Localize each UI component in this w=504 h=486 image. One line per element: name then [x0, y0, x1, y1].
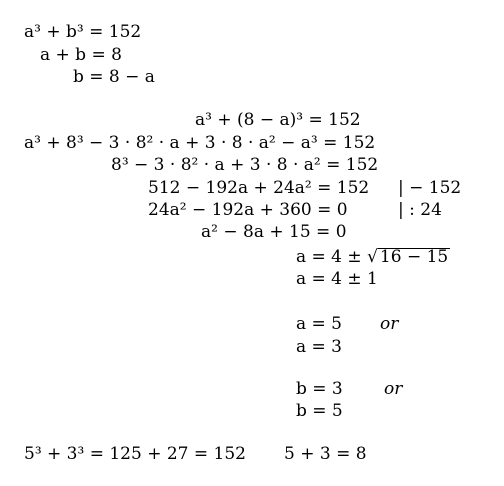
operation-note-subtract: | − 152 — [398, 178, 462, 198]
equation-cubes-sum: a³ + b³ = 152 — [24, 22, 142, 42]
solution-b-second: b = 5 — [296, 401, 343, 421]
formula-prefix: a = 4 ± — [296, 247, 362, 267]
or-label-b: or — [384, 379, 403, 399]
equation-expanded: a³ + 8³ − 3 · 8² · a + 3 · 8 · a² − a³ = 152 — [24, 133, 376, 153]
solution-b-first: b = 3 — [296, 379, 343, 399]
check-sum: 5 + 3 = 8 — [284, 444, 367, 464]
equation-quadratic-unsimplified: 24a² − 192a + 360 = 0 — [148, 200, 348, 220]
equation-plus-minus: a = 4 ± 1 — [296, 269, 378, 289]
or-label-a: or — [380, 314, 399, 334]
equation-cancelled: 8³ − 3 · 8² · a + 3 · 8 · a² = 152 — [111, 155, 379, 175]
equation-numeric: 512 − 192a + 24a² = 152 — [148, 178, 370, 198]
equation-b-in-terms-of-a: b = 8 − a — [73, 67, 155, 87]
check-cubes: 5³ + 3³ = 125 + 27 = 152 — [24, 444, 246, 464]
radicand: 16 − 15 — [379, 247, 449, 267]
solution-a-second: a = 3 — [296, 337, 343, 357]
equation-quadratic: a² − 8a + 15 = 0 — [201, 222, 347, 242]
radical-sign: √ — [367, 247, 378, 267]
operation-note-divide: | : 24 — [398, 200, 442, 220]
square-root — [367, 247, 450, 267]
equation-substitution: a³ + (8 − a)³ = 152 — [195, 110, 361, 130]
equation-sum: a + b = 8 — [40, 45, 122, 65]
equation-quadratic-formula — [296, 247, 450, 267]
solution-a-first: a = 5 — [296, 314, 343, 334]
